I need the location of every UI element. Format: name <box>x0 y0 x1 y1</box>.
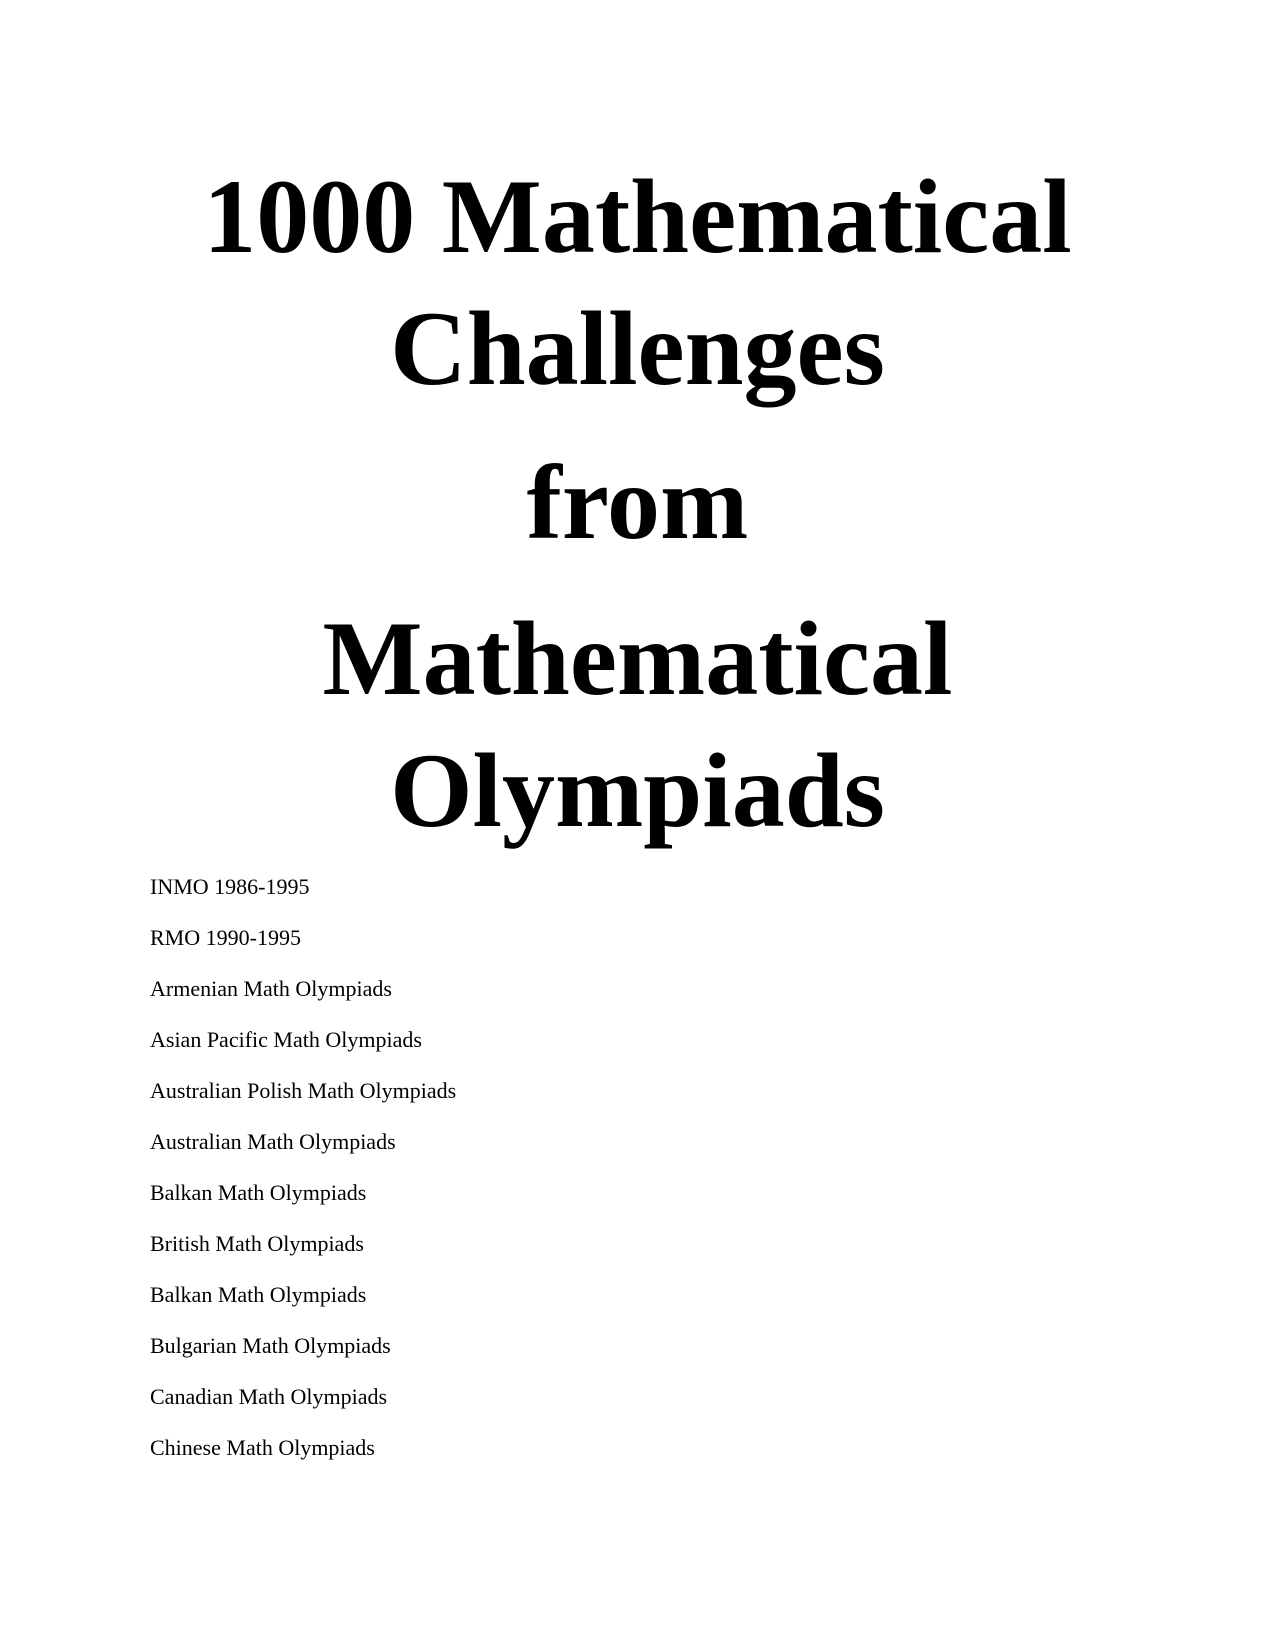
title-line: from <box>526 444 749 561</box>
list-item: Australian Math Olympiads <box>150 1129 396 1154</box>
title-line: Challenges <box>390 290 885 407</box>
list-item: RMO 1990-1995 <box>150 925 301 950</box>
list-item: Bulgarian Math Olympiads <box>150 1333 391 1358</box>
list-item: Balkan Math Olympiads <box>150 1180 367 1205</box>
list-item: Armenian Math Olympiads <box>150 976 392 1001</box>
list-item: Australian Polish Math Olympiads <box>150 1078 457 1103</box>
title-line: Mathematical <box>322 600 953 717</box>
list-item: British Math Olympiads <box>150 1231 364 1256</box>
title-line: 1000 Mathematical <box>203 158 1072 275</box>
list-item: Asian Pacific Math Olympiads <box>150 1027 422 1052</box>
list-item: Chinese Math Olympiads <box>150 1435 375 1460</box>
list-item: INMO 1986-1995 <box>150 874 310 899</box>
list-item: Canadian Math Olympiads <box>150 1384 388 1409</box>
list-item: Balkan Math Olympiads <box>150 1282 367 1307</box>
title-line: Olympiads <box>390 732 885 849</box>
